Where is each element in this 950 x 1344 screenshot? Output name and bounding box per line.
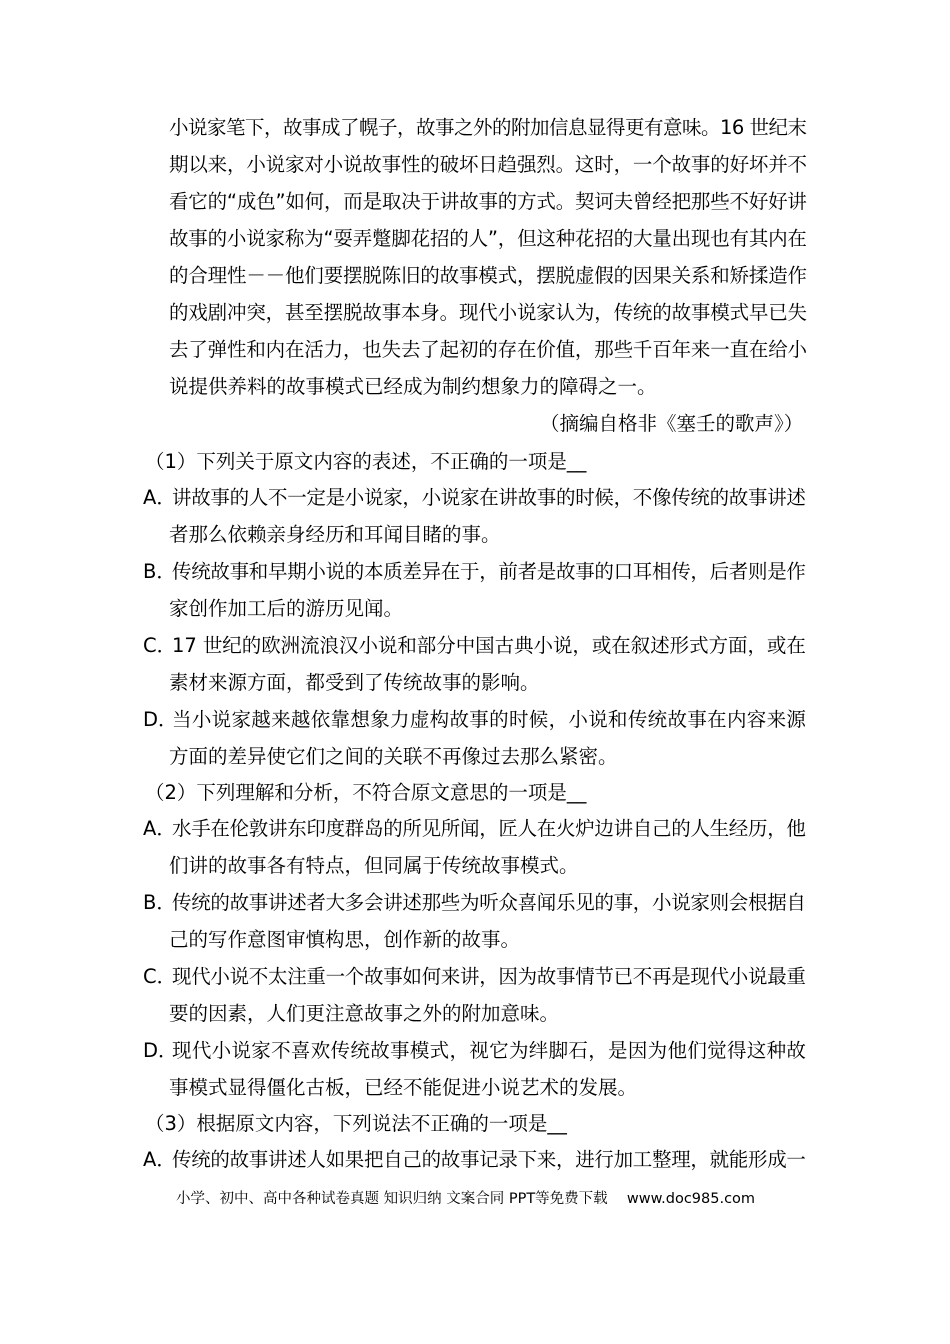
q1-option-a-text: 讲故事的人不一定是小说家，小说家在讲故事的时候，不像传统的故事讲述 (172, 486, 806, 509)
q2-option-b-text: 传统的故事讲述者大多会讲述那些为听众喜闻乐见的事，小说家则会根据自 (172, 891, 806, 914)
passage-line: 故事的小说家称为“耍弄蹩脚花招的人”，但这种花招的大量出现也有其内在 (169, 227, 807, 250)
q2-option-d-text: 现代小说家不喜欢传统故事模式，视它为绊脚石，是因为他们觉得这种故 (172, 1039, 806, 1062)
passage-line: 看它的“成色”如何，而是取决于讲故事的方式。契诃夫曾经把那些不好好讲 (169, 190, 807, 213)
passage-source: （摘编自格非《塞壬的歌声》） (540, 412, 804, 435)
page-footer (176, 1188, 755, 1210)
q2-option-d-text: 事模式显得僵化古板，已经不能促进小说艺术的发展。 (169, 1076, 638, 1099)
q1-option-b-text: 家创作加工后的游历见闻。 (169, 597, 404, 620)
q1-option-a-text: 者那么依赖亲身经历和耳闻目睹的事。 (169, 523, 501, 546)
q3-option-a-letter: A． (143, 1148, 176, 1171)
q1-option-c-letter: C． (143, 634, 177, 657)
q1-option-d-text: 方面的差异使它们之间的关联不再像过去那么紧密。 (169, 745, 618, 768)
question-2-stem: （2）下列理解和分析，不符合原文意思的一项是__ (145, 781, 587, 804)
q1-option-c-text: 17 世纪的欧洲流浪汉小说和部分中国古典小说，或在叙述形式方面，或在 (172, 634, 806, 657)
q1-option-a-letter: A． (143, 486, 176, 509)
footer-text: 小学、初中、高中各种试卷真题 知识归纳 文案合同 PPT等免费下载 (176, 1191, 608, 1207)
q2-option-d-letter: D． (143, 1039, 178, 1062)
passage-line: 的戏剧冲突，甚至摆脱故事本身。现代小说家认为，传统的故事模式早已失 (169, 301, 807, 324)
q1-option-d-text: 当小说家越来越依靠想象力虚构故事的时候，小说和传统故事在内容来源 (172, 708, 806, 731)
passage-line: 去了弹性和内在活力，也失去了起初的存在价值，那些千百年来一直在给小 (169, 338, 807, 361)
q1-option-b-text: 传统故事和早期小说的本质差异在于，前者是故事的口耳相传，后者则是作 (172, 560, 806, 583)
footer-link[interactable]: www.doc985.com (626, 1191, 756, 1207)
q2-option-a-text: 水手在伦敦讲东印度群岛的所见所闻，匠人在火炉边讲自己的人生经历，他 (172, 817, 806, 840)
q2-option-c-letter: C． (143, 965, 177, 988)
q2-option-c-text: 要的因素，人们更注意故事之外的附加意味。 (169, 1002, 560, 1025)
passage-line: 的合理性－－他们要摆脱陈旧的故事模式，摆脱虚假的因果关系和矫揉造作 (169, 264, 807, 287)
q2-option-a-text: 们讲的故事各有特点，但同属于传统故事模式。 (169, 854, 579, 877)
question-1-stem: （1）下列关于原文内容的表述，不正确的一项是__ (145, 450, 587, 473)
q3-option-a-text: 传统的故事讲述人如果把自己的故事记录下来，进行加工整理，就能形成一 (172, 1148, 806, 1171)
q1-option-c-text: 素材来源方面，都受到了传统故事的影响。 (169, 671, 540, 694)
q2-option-a-letter: A． (143, 817, 176, 840)
passage-line: 说提供养料的故事模式已经成为制约想象力的障碍之一。 (169, 375, 657, 398)
q2-option-b-letter: B． (143, 891, 176, 914)
q2-option-b-text: 己的写作意图审慎构思，创作新的故事。 (169, 928, 521, 951)
q1-option-d-letter: D． (143, 708, 178, 731)
q1-option-b-letter: B． (143, 560, 176, 583)
question-3-stem: （3）根据原文内容，下列说法不正确的一项是__ (145, 1112, 567, 1135)
passage-line: 期以来，小说家对小说故事性的破坏日趋强烈。这时，一个故事的好坏并不 (169, 153, 807, 176)
q2-option-c-text: 现代小说不太注重一个故事如何来讲，因为故事情节已不再是现代小说最重 (172, 965, 806, 988)
passage-line: 小说家笔下，故事成了幌子，故事之外的附加信息显得更有意味。16 世纪末 (169, 116, 807, 139)
